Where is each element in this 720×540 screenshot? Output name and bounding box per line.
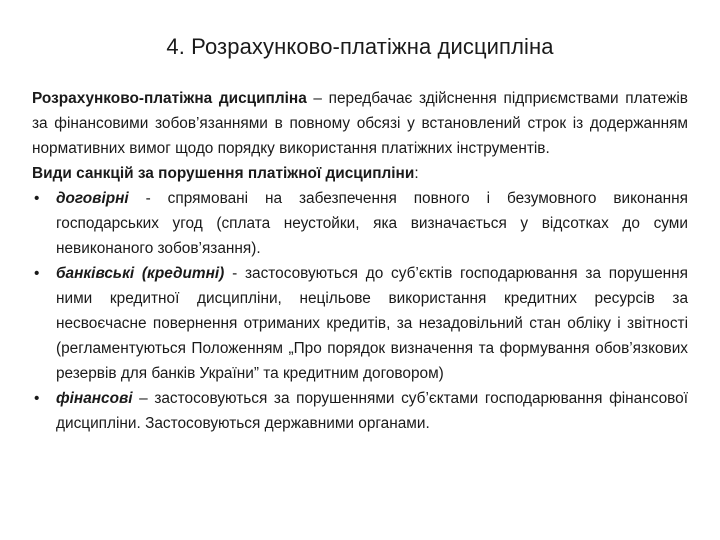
sanction-term: договірні [56, 190, 129, 207]
sanctions-heading-text: Види санкцій за порушення платіжної дисципліни [32, 165, 415, 182]
definition-term: Розрахунково-платіжна дисципліна [32, 90, 307, 107]
sanction-text: – застосовуються за порушеннями суб’єктами господарювання фінансової дисципліни. Застосовуються державними органами. [56, 390, 688, 432]
bullet-icon: • [34, 190, 40, 207]
slide-title: 4. Розрахунково-платіжна дисципліна [166, 34, 554, 59]
sanction-text: - застосовуються до суб’єктів господарювання за порушення ними кредитної дисципліни, нецільове використання кредитних ресурсів за несвоєчасне повернення отриманих кредитів, за незадовільний стан обліку і звітності (регламентуються Положенням „Про порядок визначення та формування обов’язкових резервів для банків України” та кредитним договором) [56, 265, 689, 382]
list-item [32, 261, 688, 386]
sanctions-list [32, 186, 688, 436]
sanction-text: - спрямовані на забезпечення повного і безумовного виконання господарських угод (сплата неустойки, яка визначається у відсотках до суми невиконаного зобов’язання). [56, 190, 688, 257]
sanctions-heading-colon: : [414, 165, 419, 182]
definition-text: – передбачає здійснення підприємствами платежів за фінансовими зобов’язаннями в повному обсязі у встановлений строк із додержанням нормативних вимог щодо порядку використання платіжних інструментів. [32, 90, 688, 157]
sanction-term: фінансові [56, 390, 133, 407]
slide-content [32, 86, 688, 436]
sanctions-heading [32, 161, 688, 186]
bullet-icon: • [34, 265, 40, 282]
bullet-icon: • [34, 390, 40, 407]
sanction-term: банківські (кредитні) [56, 265, 225, 282]
definition-paragraph [32, 86, 688, 161]
list-item [32, 386, 688, 436]
list-item [32, 186, 688, 261]
